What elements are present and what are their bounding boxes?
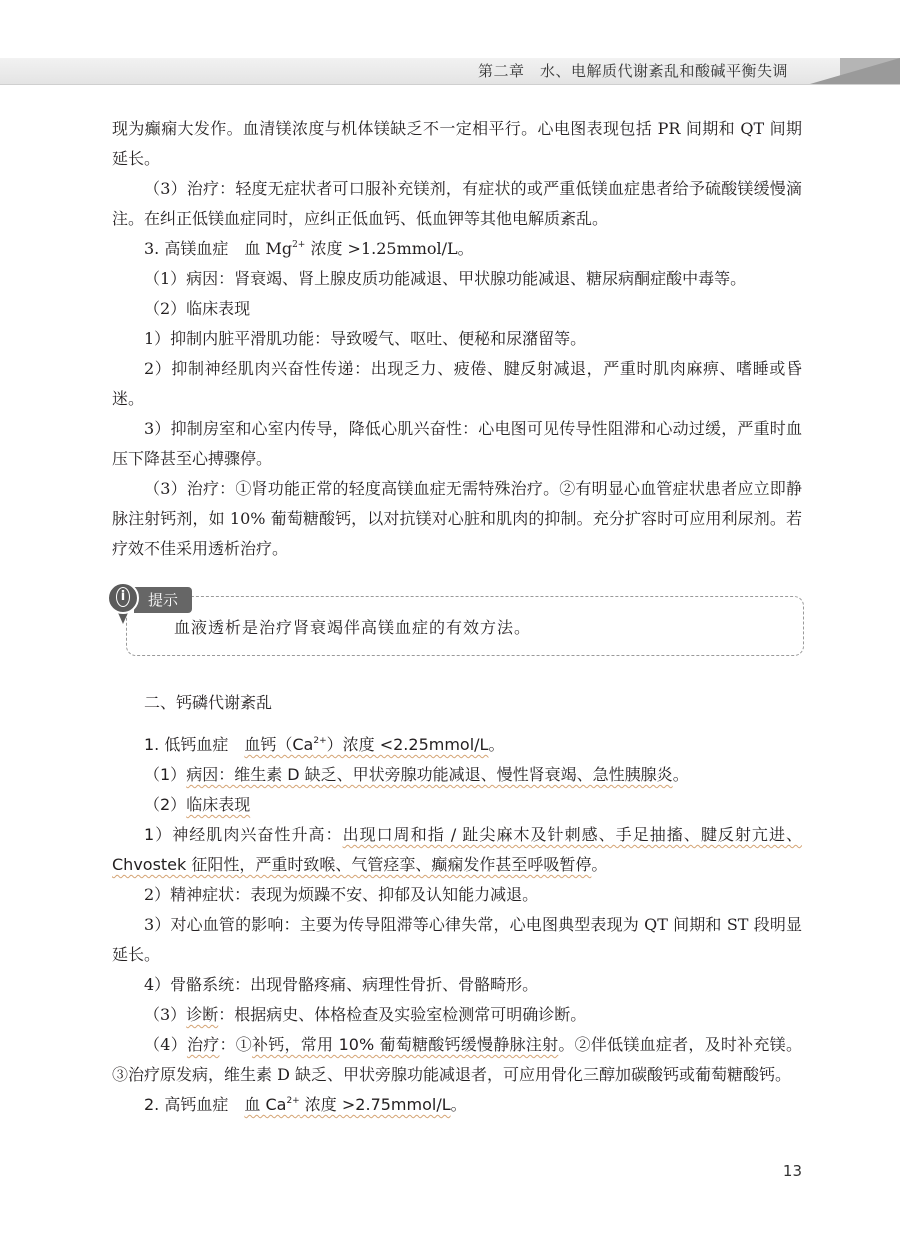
subheading-hypermagnesemia (112, 234, 802, 264)
highlighted-text: 出现口周和指 / 趾尖麻木及针刺感、手足抽搐、腱反射亢进、Chvostek 征阳性，严重时致喉、气管痉挛、癫痫发作甚至呼吸暂停 (112, 825, 802, 874)
body-text (112, 114, 802, 564)
item-number: （4） (144, 1035, 187, 1054)
subheading-hypocalcemia (112, 730, 802, 760)
info-pin-icon (107, 582, 139, 614)
subheading-text: 2. 高钙血症 (144, 1095, 245, 1114)
paragraph-text: ：根据病史、体格检查及实验室检测常可明确诊断。 (218, 1005, 587, 1024)
paragraph (112, 820, 802, 880)
paragraph (112, 760, 802, 790)
highlighted-text: 诊断 (186, 1005, 219, 1024)
highlight-part: 浓度 >2.75mmol/L (299, 1095, 451, 1114)
highlighted-text (244, 1095, 450, 1114)
tip-text: 血液透析是治疗肾衰竭伴高镁血症的有效方法。 (174, 618, 532, 637)
info-icon: i (116, 587, 130, 607)
header-rule (0, 84, 900, 85)
chapter-title: 第二章 水、电解质代谢紊乱和酸碱平衡失调 (477, 62, 788, 80)
paragraph (112, 1000, 802, 1030)
paragraph-text: 。②伴低镁血症者，及时补充镁。③治疗原发病，维生素 D 缺乏、甲状旁腺功能减退者，可应用骨化三醇加碳酸钙或葡萄糖酸钙。 (112, 1035, 802, 1084)
subheading-text: 3. 高镁血症 血 Mg (144, 239, 293, 258)
item-number: （1） (144, 765, 187, 784)
highlight-part: 血 Ca (244, 1095, 287, 1114)
highlight-part: ）浓度 <2.25mmol/L (326, 735, 489, 754)
highlighted-text: 治疗 (186, 1035, 220, 1054)
item-lead: 1）神经肌肉兴奋性升高： (144, 825, 343, 844)
item-number: （2） (144, 795, 187, 814)
item-number: （3） (144, 1005, 187, 1024)
subheading-text: 1. 低钙血症 (144, 735, 245, 754)
paragraph (112, 790, 802, 820)
highlighted-text: 补钙，常用 10% 葡萄糖酸钙缓慢静脉注射 (251, 1035, 559, 1054)
paragraph: （2）临床表现 (144, 299, 251, 318)
paragraph: （3）治疗：轻度无症状者可口服补充镁剂，有症状的或严重低镁血症患者给予硫酸镁缓慢滴注。在纠正低镁血症同时，应纠正低血钙、低血钾等其他电解质紊乱。 (112, 179, 802, 228)
paragraph: 4）骨骼系统：出现骨骼疼痛、病理性骨折、骨骼畸形。 (144, 975, 539, 994)
punctuation: 。 (672, 765, 689, 784)
paragraph: 3）对心血管的影响：主要为传导阻滞等心律失常，心电图典型表现为 QT 间期和 ST 段明显延长。 (112, 915, 802, 964)
section-calcium-phosphate (112, 688, 802, 1120)
highlight-part: 血钙（Ca (244, 735, 314, 754)
superscript: 2+ (286, 1096, 300, 1106)
header-decoration-slant (810, 58, 900, 84)
paragraph: 2）精神症状：表现为烦躁不安、抑郁及认知能力减退。 (144, 885, 539, 904)
page-number: 13 (782, 1162, 802, 1180)
paragraph: （3）治疗：①肾功能正常的轻度高镁血症无需特殊治疗。②有明显心血管症状患者应立即静脉注射钙剂，如 10% 葡萄糖酸钙，以对抗镁对心脏和肌肉的抑制。充分扩容时可应用利尿剂。若疗效不佳采用透析治疗。 (112, 479, 802, 558)
paragraph: 1）抑制内脏平滑肌功能：导致嗳气、呕吐、便秘和尿潴留等。 (144, 329, 587, 348)
section-title: 二、钙磷代谢紊乱 (144, 693, 273, 712)
subheading-hypercalcemia (112, 1090, 802, 1120)
paragraph: 现为癫痫大发作。血清镁浓度与机体镁缺乏不一定相平行。心电图表现包括 PR 间期和 QT 间期延长。 (112, 119, 802, 168)
paragraph-text: ：① (219, 1035, 252, 1054)
paragraph: （1）病因：肾衰竭、肾上腺皮质功能减退、甲状腺功能减退、糖尿病酮症酸中毒等。 (144, 269, 747, 288)
punctuation: 。 (450, 1095, 467, 1114)
paragraph (112, 1030, 802, 1090)
highlighted-text: 临床表现 (186, 795, 251, 814)
paragraph: 3）抑制房室和心室内传导，降低心肌兴奋性：心电图可见传导性阻滞和心动过缓，严重时血压下降甚至心搏骤停。 (112, 419, 802, 468)
subheading-text: 浓度 >1.25mmol/L。 (305, 239, 474, 258)
superscript: 2+ (313, 736, 327, 746)
punctuation: 。 (591, 855, 608, 874)
punctuation: 。 (488, 735, 505, 754)
superscript: 2+ (292, 240, 306, 250)
highlighted-text: 病因：维生素 D 缺乏、甲状旁腺功能减退、慢性肾衰竭、急性胰腺炎 (186, 765, 673, 784)
tip-label: 提示 (134, 587, 192, 613)
paragraph: 2）抑制神经肌肉兴奋性传递：出现乏力、疲倦、腱反射减退，严重时肌肉麻痹、嗜睡或昏迷。 (112, 359, 802, 408)
highlighted-text (244, 735, 488, 754)
